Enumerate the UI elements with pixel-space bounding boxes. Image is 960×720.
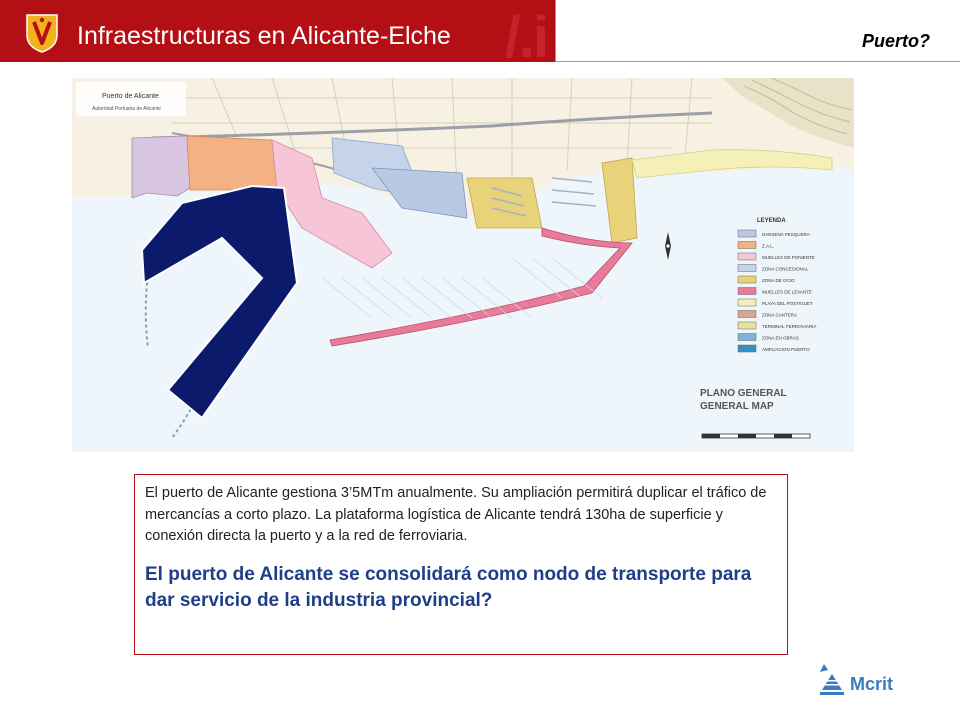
port-map-svg: [72, 78, 854, 452]
legend-label: TERMINAL FERROVIARIA: [762, 324, 817, 329]
legend-label: Z.A.L.: [762, 243, 775, 249]
port-map: [72, 78, 854, 452]
page-title: Infraestructuras en Alicante-Elche: [77, 22, 451, 50]
legend-label: ZONA DE OCIO: [762, 278, 795, 283]
header-divider: [555, 0, 556, 62]
legend-swatch: [738, 288, 756, 295]
legend-label: MUELLES DE LEVANTE: [762, 289, 812, 295]
legend-swatch: [738, 230, 756, 237]
legend-label: ZONA CANTERA: [762, 312, 798, 318]
mcrit-logo: [816, 662, 916, 698]
zone-darsena: [132, 136, 190, 198]
legend-swatch: [738, 311, 756, 318]
legend-swatch: [738, 299, 756, 306]
legend-swatch: [738, 345, 756, 352]
valencia-logo-icon: [24, 13, 60, 53]
header-watermark: /.i: [504, 5, 547, 70]
map-header-title: Puerto de Alicante: [102, 93, 159, 100]
description-paragraph: El puerto de Alicante gestiona 3’5MTm anualmente. Su ampliación permitirá duplicar el tráfico de mercancías a corto plazo. La plataforma logística de Alicante tendrá 130ha de superficie y conexión directa la puerto y a la red de ferroviaria.: [145, 485, 767, 544]
legend-label: DARSENA PESQUERA: [762, 232, 810, 237]
plan-title-es: PLANO GENERAL: [700, 388, 787, 399]
conclusion-question: El puerto de Alicante se consolidará como nodo de transporte para dar servicio de la industria provincial?: [145, 563, 752, 611]
legend-label: PLAYA DEL POSTIGUET: [762, 301, 813, 306]
legend-label: MUELLES DE PONIENTE: [762, 255, 815, 260]
legend-swatch: [738, 276, 756, 283]
zone-zal: [187, 136, 277, 190]
legend-label: AMPLIACION PUERTO: [762, 347, 810, 352]
map-header-subtitle: Autoridad Portuaria de Alicante: [92, 106, 161, 112]
scale-bar: [702, 434, 810, 438]
section-label: Puerto?: [861, 31, 930, 51]
plan-title-en: GENERAL MAP: [700, 401, 774, 412]
legend-label: ZONA EN OBRAS: [762, 335, 799, 341]
header-underline: [555, 61, 960, 62]
mcrit-logo-icon: [816, 662, 848, 698]
legend-swatch: [738, 242, 756, 249]
zone-ocio: [467, 178, 542, 228]
description-box: [134, 474, 788, 655]
legend-swatch: [738, 253, 756, 260]
legend-swatch: [738, 322, 756, 329]
legend-swatch: [738, 265, 756, 272]
legend-label: ZONA CONCESIONAL: [762, 266, 809, 272]
mcrit-wordmark: Mcrit: [850, 674, 894, 694]
legend-title: LEYENDA: [757, 218, 786, 224]
legend-swatch: [738, 334, 756, 341]
header-band: [0, 0, 555, 70]
